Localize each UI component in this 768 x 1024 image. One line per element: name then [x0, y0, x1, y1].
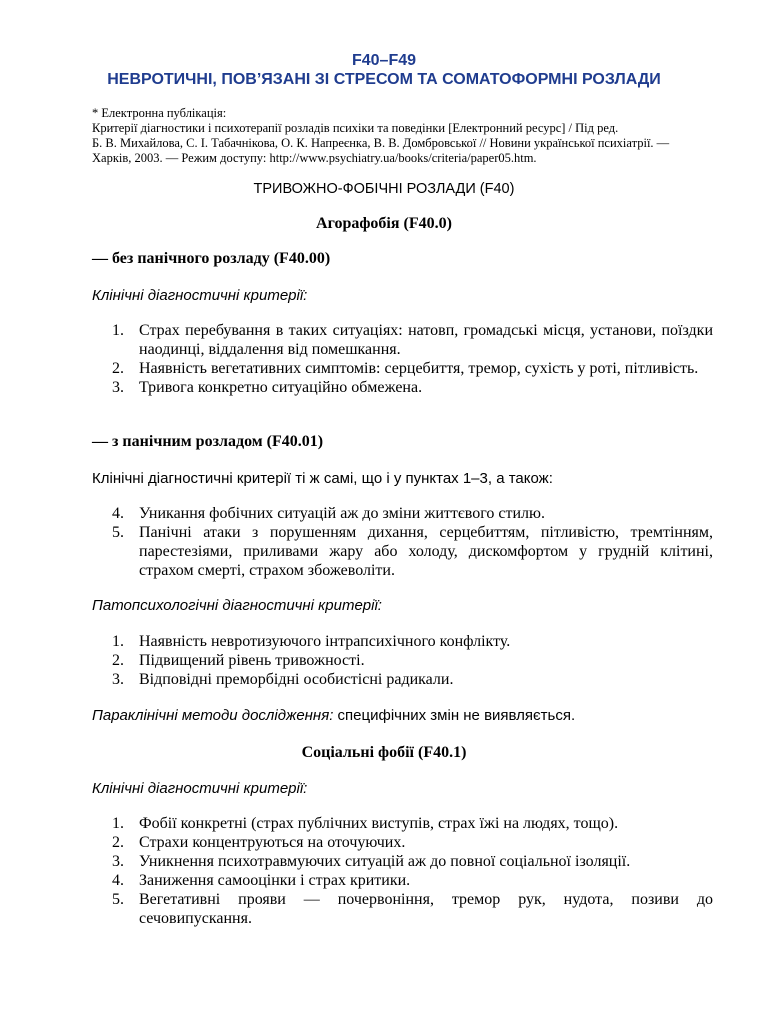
- list-item-text: Уникнення психотравмуючих ситуацій аж до повної соціальної ізоляції.: [139, 853, 631, 870]
- publication-line-2: Критерії діагностики і психотерапії розладів психіки та поведінки [Електронний ресурс] / Під ред.: [92, 121, 619, 135]
- section-title: ТРИВОЖНО-ФОБІЧНІ РОЗЛАДИ (F40): [253, 181, 515, 197]
- list-item-number: 3.: [112, 671, 124, 688]
- list-item: [92, 890, 713, 928]
- list-item: [92, 504, 713, 523]
- with-panic-heading: — з панічним розладом (F40.01): [92, 433, 324, 450]
- list-item-text: Вегетативні прояви — почервоніння, тремор рук, нудота, позиви до сечовипускання.: [139, 891, 713, 927]
- publication-line-1: * Електронна публікація:: [92, 106, 227, 120]
- list-item-number: 4.: [112, 505, 124, 522]
- chapter-title: НЕВРОТИЧНІ, ПОВ’ЯЗАНІ ЗІ СТРЕСОМ ТА СОМАТОФОРМНІ РОЗЛАДИ: [107, 71, 661, 88]
- without-panic-heading: — без панічного розладу (F40.00): [92, 250, 331, 267]
- list-item: [92, 359, 713, 378]
- list-item-number: 3.: [112, 853, 124, 870]
- list-item-text: Тривога конкретно ситуаційно обмежена.: [139, 379, 423, 396]
- paraclinical-text: специфічних змін не виявляється.: [333, 707, 576, 724]
- list-item-text: Панічні атаки з порушенням дихання, серцебиттям, пітливістю, тремтінням, парестезіями, приливами жару або холоду, дискомфортом у грудній клітині, страхом смерті, страхом збожеволіти.: [139, 524, 713, 579]
- list-item-number: 5.: [112, 524, 124, 541]
- list-item-text: Підвищений рівень тривожності.: [139, 652, 365, 669]
- list-item: [92, 871, 713, 890]
- patho-criteria-list: [92, 632, 713, 689]
- list-item-text: Наявність вегетативних симптомів: серцебиття, тремор, сухість у роті, пітливість.: [139, 360, 699, 377]
- list-item-text: Фобії конкретні (страх публічних виступів, страх їжі на людях, тощо).: [139, 815, 619, 832]
- list-item: [92, 321, 713, 359]
- with-panic-intro: Клінічні діагностичні критерії ті ж самі, що і у пунктах 1–3, а також:: [92, 470, 553, 487]
- publication-line-4: Харків, 2003. — Режим доступу: http://www.psychiatry.ua/books/criteria/paper05.htm.: [92, 151, 537, 165]
- social-phobia-heading: Соціальні фобії (F40.1): [301, 744, 467, 761]
- list-item-number: 2.: [112, 652, 124, 669]
- list-item-text: Заниження самооцінки і страх критики.: [139, 872, 411, 889]
- list-item-text: Наявність невротизуючого інтрапсихічного конфлікту.: [139, 633, 511, 650]
- list-item: [92, 651, 713, 670]
- paraclinical-label: Параклінічні методи дослідження:: [92, 707, 334, 724]
- agoraphobia-heading: Агорафобія (F40.0): [316, 215, 452, 232]
- publication-note: [92, 106, 732, 166]
- list-item-text: Уникання фобічних ситуацій аж до зміни життєвого стилю.: [139, 505, 545, 522]
- without-panic-criteria-list: [92, 321, 713, 397]
- list-item-text: Відповідні преморбідні особистісні радикали.: [139, 671, 454, 688]
- publication-line-3: Б. В. Михайлова, С. І. Табачнікова, О. К. Напреєнка, В. В. Домбровської // Новини української психіатрії. —: [92, 136, 670, 150]
- list-item-number: 2.: [112, 360, 124, 377]
- list-item: [92, 523, 713, 580]
- social-criteria-list: [92, 814, 713, 928]
- chapter-code: F40–F49: [351, 52, 417, 69]
- with-panic-criteria-list: [92, 504, 713, 580]
- list-item: [92, 378, 713, 397]
- list-item-number: 1.: [112, 322, 124, 339]
- list-item: [92, 852, 713, 871]
- patho-criteria-label: Патопсихологічні діагностичні критерії:: [92, 597, 382, 614]
- social-criteria-label: Клінічні діагностичні критерії:: [92, 780, 308, 797]
- clinical-criteria-label: Клінічні діагностичні критерії:: [92, 287, 308, 304]
- list-item-text: Страх перебування в таких ситуаціях: натовп, громадські місця, установи, поїздки наодинці, віддалення від помешкання.: [139, 322, 713, 358]
- list-item-number: 1.: [112, 633, 124, 650]
- list-item: [92, 833, 713, 852]
- list-item: [92, 814, 713, 833]
- list-item: [92, 632, 713, 651]
- list-item-text: Страхи концентруються на оточуючих.: [139, 834, 406, 851]
- list-item-number: 2.: [112, 834, 124, 851]
- list-item-number: 4.: [112, 872, 124, 889]
- list-item: [92, 670, 713, 689]
- list-item-number: 3.: [112, 379, 124, 396]
- paraclinical-line: [92, 706, 575, 726]
- list-item-number: 5.: [112, 891, 124, 908]
- list-item-number: 1.: [112, 815, 124, 832]
